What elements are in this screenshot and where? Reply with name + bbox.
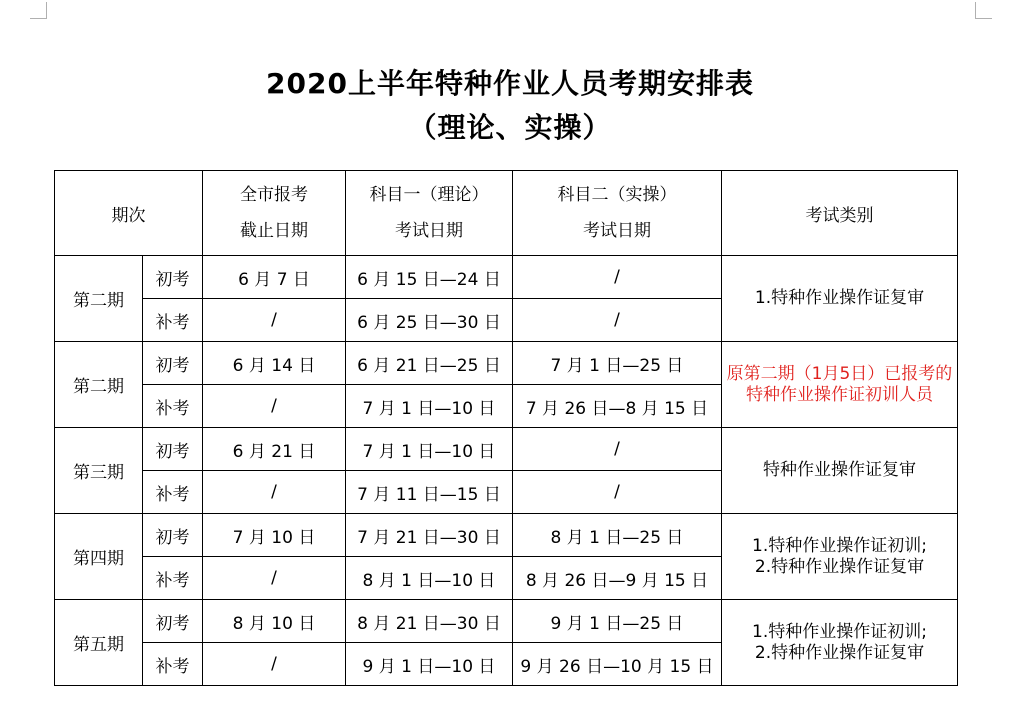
category-line: 1.特种作业操作证初训;: [752, 621, 927, 642]
header-subject2: [513, 171, 722, 256]
exam-kind: 补考: [143, 385, 203, 428]
category-line: 2.特种作业操作证复审: [754, 642, 925, 663]
theory-date-cell: 6 月 15 日—24 日: [346, 256, 513, 299]
practice-date-cell: 9 月 26 日—10 月 15 日: [513, 643, 722, 686]
practice-date-cell: 8 月 26 日—9 月 15 日: [513, 557, 722, 600]
category-cell: [722, 514, 958, 600]
header-subject2-line2: 考试日期: [583, 221, 651, 241]
deadline-cell: /: [203, 557, 346, 600]
deadline-cell: 8 月 10 日: [203, 600, 346, 643]
category-line: 特种作业操作证复审: [763, 460, 916, 480]
category-line: 特种作业操作证初训人员: [746, 384, 933, 405]
category-line: 2.特种作业操作证复审: [754, 556, 925, 577]
period-name: 第二期: [55, 256, 143, 342]
theory-date-cell: 6 月 25 日—30 日: [346, 299, 513, 342]
practice-date-cell: 7 月 26 日—8 月 15 日: [513, 385, 722, 428]
category-cell-highlighted: [722, 342, 958, 428]
header-deadline-line1: 全市报考: [240, 185, 308, 205]
deadline-cell: 6 月 7 日: [203, 256, 346, 299]
period-name: 第四期: [55, 514, 143, 600]
table-row: [55, 600, 958, 643]
margin-marker-top-left: [30, 2, 47, 19]
category-line: 原第二期（1月5日）已报考的: [726, 363, 953, 384]
category-cell: [722, 256, 958, 342]
deadline-cell: /: [203, 299, 346, 342]
deadline-cell: 6 月 14 日: [203, 342, 346, 385]
exam-kind: 初考: [143, 342, 203, 385]
header-deadline-line2: 截止日期: [240, 221, 308, 241]
theory-date-cell: 8 月 1 日—10 日: [346, 557, 513, 600]
header-subject1-line1: 科目一（理论）: [369, 185, 489, 205]
exam-kind: 初考: [143, 428, 203, 471]
theory-date-cell: 8 月 21 日—30 日: [346, 600, 513, 643]
practice-date-cell: /: [513, 299, 722, 342]
header-period: 期次: [55, 171, 203, 256]
theory-date-cell: 7 月 1 日—10 日: [346, 428, 513, 471]
table-row: [55, 428, 958, 471]
exam-kind: 初考: [143, 256, 203, 299]
category-line: 1.特种作业操作证复审: [754, 288, 925, 308]
table-header-row: [55, 171, 958, 256]
theory-date-cell: 7 月 21 日—30 日: [346, 514, 513, 557]
theory-date-cell: 7 月 11 日—15 日: [346, 471, 513, 514]
deadline-cell: /: [203, 471, 346, 514]
exam-kind: 补考: [143, 643, 203, 686]
exam-kind: 补考: [143, 471, 203, 514]
exam-kind: 补考: [143, 299, 203, 342]
practice-date-cell: /: [513, 471, 722, 514]
theory-date-cell: 7 月 1 日—10 日: [346, 385, 513, 428]
table-row: [55, 342, 958, 385]
exam-schedule-table: [54, 170, 958, 686]
header-deadline: [203, 171, 346, 256]
period-name: 第三期: [55, 428, 143, 514]
margin-marker-top-right: [975, 2, 992, 19]
practice-date-cell: 7 月 1 日—25 日: [513, 342, 722, 385]
header-subject2-line1: 科目二（实操）: [557, 185, 677, 205]
theory-date-cell: 9 月 1 日—10 日: [346, 643, 513, 686]
deadline-cell: /: [203, 643, 346, 686]
exam-kind: 补考: [143, 557, 203, 600]
category-cell: [722, 600, 958, 686]
period-name: 第五期: [55, 600, 143, 686]
practice-date-cell: /: [513, 428, 722, 471]
deadline-cell: 6 月 21 日: [203, 428, 346, 471]
table-row: [55, 256, 958, 299]
deadline-cell: /: [203, 385, 346, 428]
deadline-cell: 7 月 10 日: [203, 514, 346, 557]
header-category: 考试类别: [722, 171, 958, 256]
practice-date-cell: 8 月 1 日—25 日: [513, 514, 722, 557]
practice-date-cell: /: [513, 256, 722, 299]
table-row: [55, 514, 958, 557]
exam-kind: 初考: [143, 600, 203, 643]
category-cell: [722, 428, 958, 514]
header-subject1-line2: 考试日期: [395, 221, 463, 241]
document-subtitle: （理论、实操）: [408, 111, 612, 144]
period-name: 第二期: [55, 342, 143, 428]
theory-date-cell: 6 月 21 日—25 日: [346, 342, 513, 385]
category-line: 1.特种作业操作证初训;: [752, 535, 927, 556]
exam-kind: 初考: [143, 514, 203, 557]
header-subject1: [346, 171, 513, 256]
practice-date-cell: 9 月 1 日—25 日: [513, 600, 722, 643]
document-title: 2020上半年特种作业人员考期安排表: [266, 67, 754, 100]
